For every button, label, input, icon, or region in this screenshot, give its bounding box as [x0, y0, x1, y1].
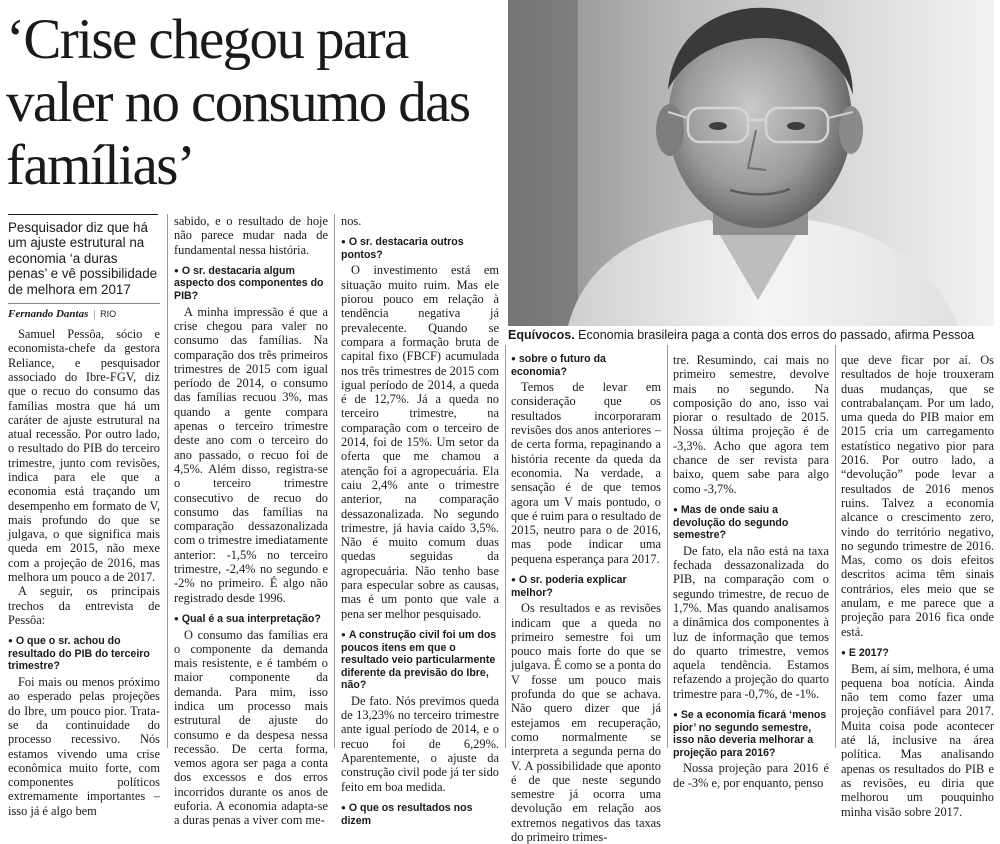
question: ● E 2017? [841, 647, 994, 660]
question: ● Qual é a sua interpretação? [174, 613, 328, 626]
column-divider [667, 345, 668, 748]
column-divider [167, 214, 168, 748]
byline-separator: | [93, 308, 96, 321]
paragraph: Foi mais ou menos próximo ao esperado pelas projeções do Ibre, um pouco pior. Trata-se da continuidade do processo recessivo. Nós estamos vivendo uma crise econômica muito forte, com componentes políticos extremamente importantes – isso já é algo bem [8, 675, 160, 818]
byline [8, 303, 160, 321]
paragraph: De fato. Nós previmos queda de 13,23% no terceiro trimestre ante igual período de 2014, e o recuo foi de 6,29%. Aparentemente, o ajuste da construção civil pode já ter sido feito em boa medida. [341, 693, 499, 794]
paragraph: tre. Resumindo, cai mais no primeiro semestre, devolve mais no segundo. Na composição do ano, isso vai piorar o resultado de 2015. Nossa última projeção é de -3,3%. Acho que agora tem chance de ser revista para baixo, quem sabe para algo como -3,7%. [673, 353, 829, 496]
question: ● O sr. poderia explicar melhor? [511, 574, 661, 599]
paragraph: A seguir, os principais trechos da entrevista de Pessôa: [8, 584, 160, 627]
column-3 [341, 214, 499, 827]
question: ● A construção civil foi um dos poucos itens em que o resultado veio particularmente diferente da previsão do Ibre, não? [341, 629, 499, 692]
paragraph: nos. [341, 214, 362, 228]
deck-text: Pesquisador diz que há um ajuste estrutural na economia ‘a duras penas’ e vê possibilidade de melhora em 2017 [8, 220, 158, 297]
column-divider [835, 345, 836, 748]
byline-author: Fernando Dantas [8, 308, 89, 321]
paragraph: De fato, ela não está na taxa fechada dessazonalizada do PIB, na comparação com o segundo trimestre, de recuo de 1,7%. Mas quando analisamos a dinâmica dos componentes à luz de informação que temos do quarto trimestre, vemos aquela tendência. Estamos refazendo a projeção do quarto trimestre para -0,7%, de -1%. [673, 543, 829, 701]
question-continued: ● sobre o futuro da economia? [511, 353, 661, 378]
byline-location: RIO [100, 309, 117, 320]
photo-caption [508, 327, 994, 343]
caption-label: Equívocos. [508, 328, 575, 342]
question: ● Se a economia ficará ‘menos pior’ no segundo semestre, isso não deveria melhorar a projeção para 2016? [673, 709, 829, 759]
column-2 [174, 214, 328, 828]
question: ● Mas de onde saiu a devolução do segundo semestre? [673, 504, 829, 542]
paragraph: Nossa projeção para 2016 é de -3% e, por enquanto, penso [673, 761, 829, 790]
paragraph: sabido, e o resultado de hoje não parece mudar nada de fundamental nessa história. [174, 214, 328, 257]
paragraph: Os resultados e as revisões indicam que a queda no primeiro semestre foi um pouco mais forte do que se julgava. É como se a ponta do V fosse um pouco mais profunda do que se achava. Não quero dizer que já estejamos em recuperação, como normalmente se interpreta a segunda perna do V. A possibilidade que aponto é de que neste segundo semestre já ocorra uma devolução em relação aos extremos negativos das taxas do primeiro trimes- [511, 601, 661, 844]
paragraph: que deve ficar por aí. Os resultados de hoje trouxeram duas mudanças, que se contrabalançam. Por um lado, uma queda do PIB maior em 2015 cria um carregamento estatístico negativo pior para 2016. Por outro lado, a “devolução” pode levar a resultados de 2016 menos ruins. Talvez a economia alcance o crescimento zero, vindo do território negativo, no segundo trimestre de 2016. Mas, como os dois efeitos descritos acima têm sinais contrários, eles meio que se anulam, e me parece que a projeção para 2016 fica onde está. [841, 353, 994, 639]
paragraph: O investimento está em situação muito ruim. Mas ele piorou pouco em relação à tendência negativa já prevalecente. Quando se compara a formação bruta de capital fixo (FBCF) acumulada nos três trimestres de 2015 com igual período de 2014, a queda é de 12,7%. Já a queda no terceiro trimestre, na comparação com o terceiro de 2014, foi de 15%. Um setor da oferta que me chamou a atenção foi a agropecuária. Ela caiu 2,4% ante o trimestre anterior, na comparação dessazonalizada. No segundo trimestre, já havia caído 3,5%. Não é muito comum duas quedas seguidas da agropecuária. Não tenho base para especular sobre as causas, mas é um ponto que vale a pena ser melhor pesquisado. [341, 263, 499, 621]
paragraph: Temos de levar em consideração que os resultados incorporaram revisões dos anos anteriores – de certa forma, repaginando a história recente da queda da economia. Na verdade, a sensação é de que temos agora um V mais pontudo, o que é ruim para o resultado de 2015, neutro para o de 2016, mas pode indicar uma pequena esperança para 2017. [511, 380, 662, 566]
column-1 [8, 214, 160, 818]
question: ● O que os resultados nos dizem [341, 802, 499, 827]
paragraph: A minha impressão é que a crise chegou para valer no consumo das famílias. Na comparação dos três primeiros trimestres de 2015 com igual período de 2014, o consumo das famílias recuou 3%, mas quando a gente compara apenas o terceiro trimestre deste ano com o terceiro do ano passado, o recuo foi de 4,5%. Além disso, registra-se o terceiro trimestre consecutivo de recuo do consumo das famílias na comparação dessazonalizada com o trimestre imediatamente anterior: -1,5% no terceiro trimestre, -2,4% no segundo e -2% no primeiro. É algo não registrado desde 1996. [174, 304, 328, 605]
deck [8, 214, 158, 297]
column-5 [673, 353, 829, 790]
caption-text: Economia brasileira paga a conta dos erros do passado, afirma Pessoa [578, 328, 975, 342]
paragraph: Samuel Pessôa, sócio e economista-chefe da gestora Reliance, e pesquisador associado do Ibre-FGV, diz que o recuo do consumo das famílias mostra que há um caráter de ajuste estrutural na atual recessão. Por outro lado, o resultado do PIB do terceiro trimestre, junto com revisões, indica para ele que a economia está traçando um desempenho em formato de V, mais profundo do que se julgava, o que significa mais queda em 2015, não mexe com a projeção de 2016, mas melhora um pouco a de 2017. [8, 327, 160, 585]
paragraph: O consumo das famílias era o componente da demanda mais resistente, e é também o maior componente da demanda. Para mim, isso indica um processo mais estrutural de ajuste do consumo e da despesa nessa recessão. De certa forma, vemos agora ser paga a conta dos excessos e dos erros incorridos durante os anos de euforia. A economia adapta-se a duras penas a viver com me- [174, 627, 328, 828]
column-divider [505, 345, 506, 748]
column-6 [841, 353, 994, 819]
column-divider [334, 214, 335, 748]
headline: ‘Crise chegou para valer no consumo das famílias’ [6, 8, 470, 197]
interviewee-photo [508, 0, 994, 326]
column-4 [511, 353, 662, 844]
question: ● O sr. destacaria outros pontos? [341, 236, 499, 261]
question: ● O que o sr. achou do resultado do PIB do terceiro trimestre? [8, 635, 160, 673]
paragraph: Bem, aí sim, melhora, é uma pequena boa notícia. Ainda não tem como fazer uma projeção confiável para 2017. Muita coisa pode acontecer até lá, inclusive na área política. Mas analisando apenas os resultados do PIB e as revisões, eu diria que melhorou um pouquinho minha visão sobre 2017. [841, 661, 994, 819]
question: ● O sr. destacaria algum aspecto dos componentes do PIB? [174, 265, 328, 303]
